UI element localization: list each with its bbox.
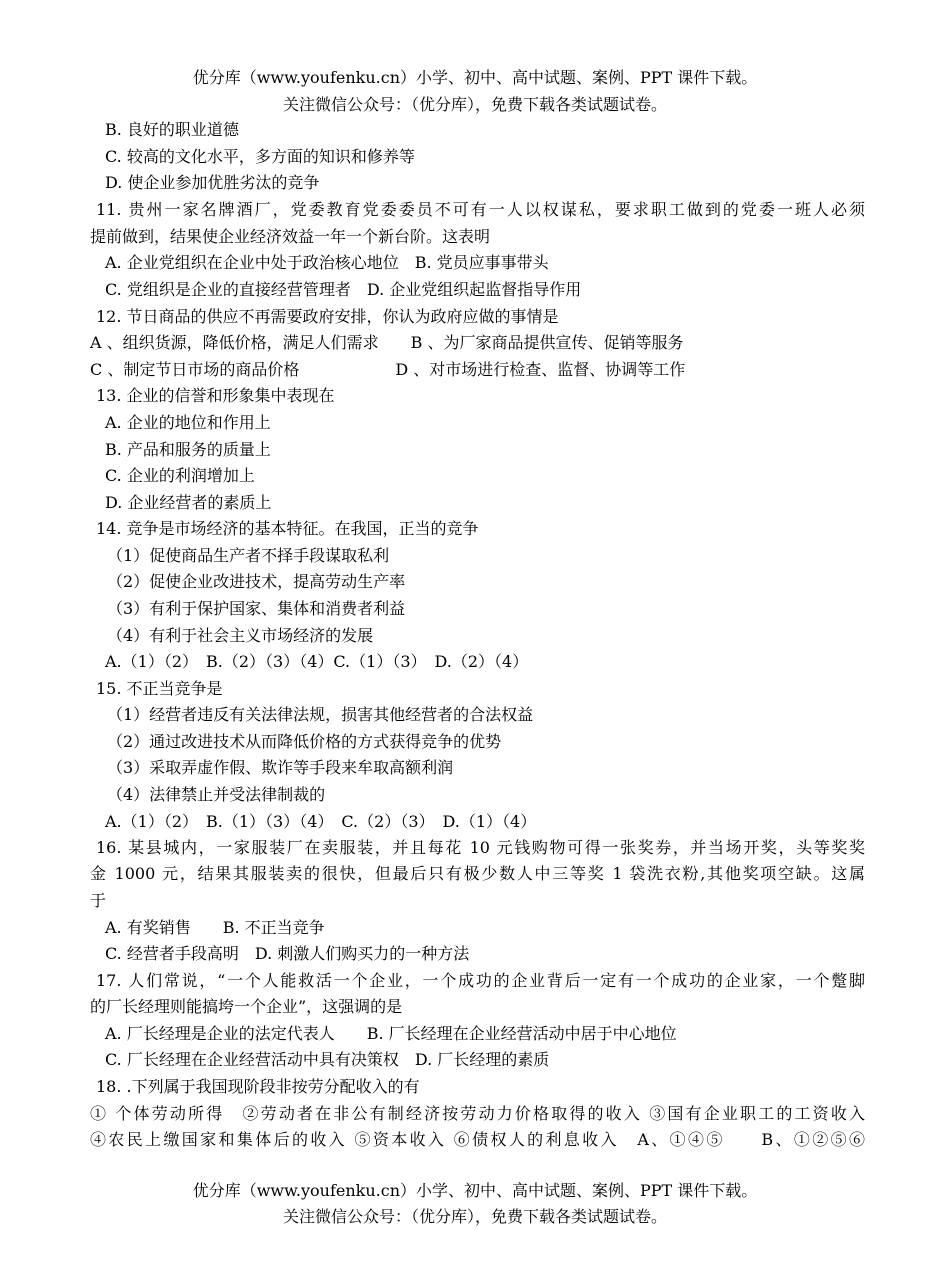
statement-text: （4）有利于社会主义市场经济的发展	[107, 626, 374, 645]
statement-text: （4）法律禁止并受法律制裁的	[107, 785, 326, 804]
header-line-2: 关注微信公众号：（优分库），免费下载各类试题试卷。	[282, 95, 667, 114]
statement-text: ④农民上缴国家和集体后的收入 ⑤资本收入 ⑥债权人的利息收入 A、①④⑤ B、①②⑤⑥	[90, 1130, 865, 1149]
option-text: C. 企业的利润增加上	[105, 466, 255, 485]
option-text: C 、制定节日市场的商品价格 D 、对市场进行检查、监督、协调等工作	[90, 360, 686, 379]
statement-text: （1）促使商品生产者不择手段谋取私利	[107, 546, 390, 565]
option-text: C. 经营者手段高明 D. 刺激人们购买力的一种方法	[105, 944, 470, 963]
option-text: A 、组织货源，降低价格，满足人们需求 B 、为厂家商品提供宣传、促销等服务	[90, 333, 684, 352]
question-16-stem-cont: 金 1000 元，结果其服装卖的很快，但最后只有极少数人中三等奖 1 袋洗衣粉,其他奖项空缺。这属	[90, 864, 865, 883]
statement-text: （1）经营者违反有关法律法规，损害其他经营者的合法权益	[107, 705, 534, 724]
option-text: A. 厂长经理是企业的法定代表人 B. 厂长经理在企业经营活动中居于中心地位	[105, 1024, 677, 1043]
option-text: C. 厂长经理在企业经营活动中具有决策权 D. 厂长经理的素质	[105, 1050, 550, 1069]
header-line-1: 优分库（www.youfenku.cn）小学、初中、高中试题、案例、PPT 课件下载。	[192, 68, 758, 87]
question-15-stem: 15. 不正当竞争是	[96, 679, 223, 698]
question-11-stem: 11. 贵州一家名牌酒厂，党委教育党委委员不可有一人以权谋私，要求职工做到的党委一班人必须	[96, 200, 865, 219]
question-17-stem-cont: 的厂长经理则能搞垮一个企业”，这强调的是	[90, 997, 403, 1016]
statement-text: （2）促使企业改进技术，提高劳动生产率	[107, 572, 406, 591]
option-text: A.（1）（2） B.（1）（3）（4） C.（2）（3） D.（1）（4）	[105, 812, 537, 831]
question-11-stem-cont: 提前做到，结果使企业经济效益一年一个新台阶。这表明	[90, 227, 491, 246]
question-13-stem: 13. 企业的信誉和形象集中表现在	[96, 386, 335, 405]
option-text: C. 党组织是企业的直接经营管理者 D. 企业党组织起监督指导作用	[105, 280, 582, 299]
question-18-stem: 18. .下列属于我国现阶段非按劳分配收入的有	[96, 1077, 420, 1096]
statement-text: （3）有利于保护国家、集体和消费者利益	[107, 599, 406, 618]
footer-line-2: 关注微信公众号：（优分库），免费下载各类试题试卷。	[282, 1207, 667, 1226]
footer-line-1: 优分库（www.youfenku.cn）小学、初中、高中试题、案例、PPT 课件下载。	[192, 1181, 758, 1200]
option-text: D. 使企业参加优胜劣汰的竞争	[105, 173, 320, 192]
option-text: A. 企业的地位和作用上	[105, 413, 271, 432]
option-text: D. 企业经营者的素质上	[105, 493, 272, 512]
option-text: B. 产品和服务的质量上	[105, 440, 271, 459]
option-text: A.（1）（2） B.（2）（3）（4）C.（1）（3） D.（2）（4）	[105, 652, 529, 671]
question-12-stem: 12. 节日商品的供应不再需要政府安排，你认为政府应做的事情是	[96, 307, 559, 326]
statement-text: ① 个体劳动所得 ②劳动者在非公有制经济按劳动力价格取得的收入 ③国有企业职工的工资收入	[90, 1104, 865, 1123]
question-17-stem: 17. 人们常说，“一个人能救活一个企业，一个成功的企业背后一定有一个成功的企业家，一个蹩脚	[96, 971, 865, 990]
question-16-stem-cont: 于	[90, 891, 107, 910]
question-14-stem: 14. 竞争是市场经济的基本特征。在我国，正当的竞争	[96, 519, 479, 538]
option-text: A. 有奖销售 B. 不正当竞争	[105, 918, 325, 937]
statement-text: （2）通过改进技术从而降低价格的方式获得竞争的优势	[107, 732, 502, 751]
option-text: C. 较高的文化水平，多方面的知识和修养等	[105, 147, 415, 166]
question-16-stem: 16. 某县城内，一家服装厂在卖服装，并且每花 10 元钱购物可得一张奖券，并当场开奖，头等奖奖	[96, 838, 865, 857]
option-text: B. 良好的职业道德	[105, 120, 239, 139]
option-text: A. 企业党组织在企业中处于政治核心地位 B. 党员应事事带头	[105, 253, 549, 272]
statement-text: （3）采取弄虚作假、欺诈等手段来牟取高额利润	[107, 758, 454, 777]
